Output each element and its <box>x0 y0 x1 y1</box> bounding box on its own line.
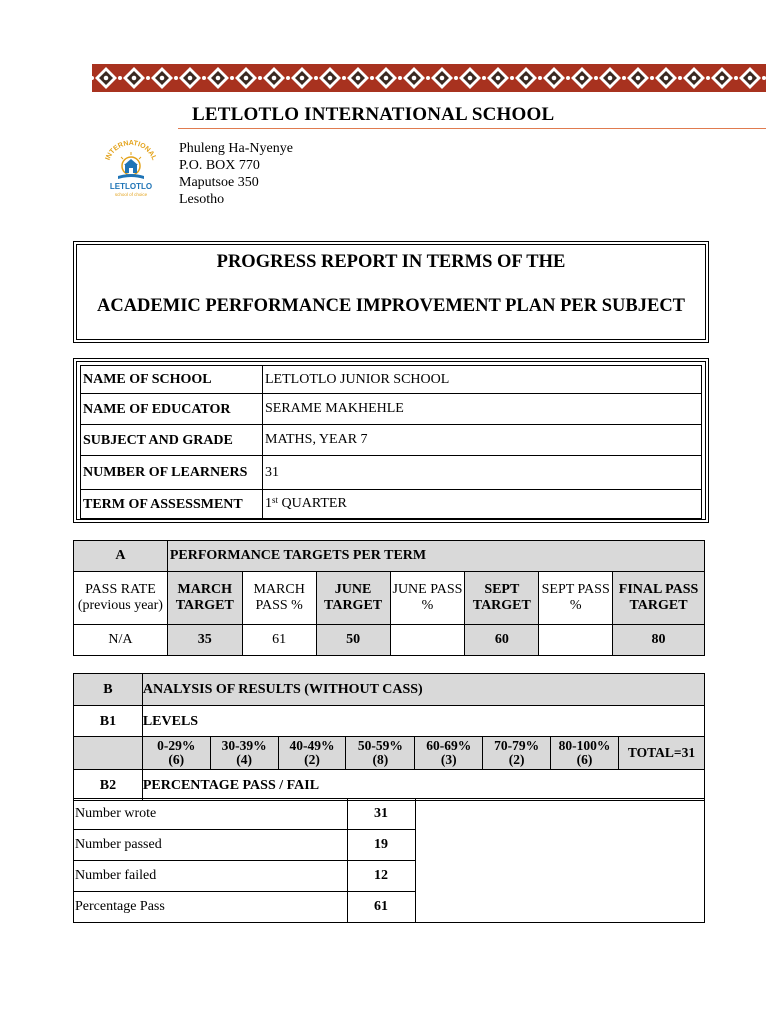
level-range: 80-100% <box>558 738 611 753</box>
address-line: P.O. BOX 770 <box>179 158 260 173</box>
column-header: MARCH PASS % <box>242 572 316 625</box>
school-address <box>179 140 293 208</box>
column-header: FINAL PASS TARGET <box>613 572 705 625</box>
svg-text:LETLOTLO: LETLOTLO <box>109 182 153 191</box>
decorative-band <box>92 64 766 92</box>
section-title: ANALYSIS OF RESULTS (WITHOUT CASS) <box>142 674 704 706</box>
level-cell <box>346 737 415 770</box>
pass-fail-label: Percentage Pass <box>74 892 348 923</box>
table-cell <box>390 625 465 656</box>
school-logo <box>100 138 162 204</box>
table-row <box>74 541 705 572</box>
pass-fail-value: 31 <box>347 799 415 830</box>
level-cell <box>551 737 619 770</box>
column-header: MARCH TARGET <box>167 572 242 625</box>
report-title-line2: ACADEMIC PERFORMANCE IMPROVEMENT PLAN PER SUBJECT <box>96 296 686 316</box>
level-range: 60-69% <box>426 738 472 753</box>
table-row <box>74 737 705 770</box>
info-value <box>263 490 702 519</box>
level-range: 40-49% <box>289 738 335 753</box>
subsection-title: LEVELS <box>142 706 704 737</box>
subsection-code: B2 <box>74 770 143 801</box>
subsection-title: PERCENTAGE PASS / FAIL <box>142 770 704 801</box>
term-number: 1 <box>265 496 272 511</box>
table-row <box>81 366 702 394</box>
level-count: (2) <box>508 752 525 767</box>
pass-fail-value: 12 <box>347 861 415 892</box>
level-cell <box>210 737 278 770</box>
level-count: (4) <box>236 752 253 767</box>
level-count: (3) <box>440 752 457 767</box>
levels-total: TOTAL=31 <box>618 737 704 770</box>
pass-fail-value: 61 <box>347 892 415 923</box>
info-value: SERAME MAKHEHLE <box>263 394 702 425</box>
term-text: QUARTER <box>278 496 347 511</box>
pass-fail-table <box>73 798 705 923</box>
table-row <box>81 394 702 425</box>
address-line: Maputsoe 350 <box>179 175 259 190</box>
section-title: PERFORMANCE TARGETS PER TERM <box>167 541 704 572</box>
level-count: (6) <box>168 752 185 767</box>
column-header: SEPT TARGET <box>465 572 539 625</box>
info-label: NAME OF SCHOOL <box>81 366 263 394</box>
table-row <box>81 425 702 456</box>
school-name: LETLOTLO INTERNATIONAL SCHOOL <box>192 104 555 125</box>
column-header: PASS RATE (previous year) <box>74 572 168 625</box>
info-table-frame <box>73 358 709 523</box>
info-label: SUBJECT AND GRADE <box>81 425 263 456</box>
section-code: A <box>74 541 168 572</box>
level-count: (6) <box>576 752 593 767</box>
level-cell <box>142 737 210 770</box>
column-header: JUNE PASS % <box>390 572 465 625</box>
info-label: TERM OF ASSESSMENT <box>81 490 263 519</box>
column-header: SEPT PASS % <box>539 572 613 625</box>
table-row <box>81 456 702 490</box>
subsection-code: B1 <box>74 706 143 737</box>
column-header: JUNE TARGET <box>316 572 390 625</box>
level-cell <box>483 737 551 770</box>
report-title-line1: PROGRESS REPORT IN TERMS OF THE <box>216 252 566 272</box>
info-label: NUMBER OF LEARNERS <box>81 456 263 490</box>
table-cell: 61 <box>242 625 316 656</box>
performance-targets-table <box>73 540 705 656</box>
info-value: 31 <box>263 456 702 490</box>
level-range: 0-29% <box>157 738 196 753</box>
report-title-box <box>73 241 709 343</box>
address-line: Phuleng Ha-Nyenye <box>179 141 293 156</box>
level-range: 70-79% <box>494 738 540 753</box>
info-label: NAME OF EDUCATOR <box>81 394 263 425</box>
pass-fail-label: Number passed <box>74 830 348 861</box>
level-cell <box>278 737 346 770</box>
header-rule <box>178 128 766 129</box>
info-value: LETLOTLO JUNIOR SCHOOL <box>263 366 702 394</box>
section-code: B <box>74 674 143 706</box>
pass-fail-label: Number wrote <box>74 799 348 830</box>
level-cell <box>415 737 483 770</box>
term-ordinal: st <box>272 495 279 505</box>
table-cell <box>74 737 143 770</box>
level-count: (8) <box>372 752 389 767</box>
table-cell: 50 <box>316 625 390 656</box>
pass-fail-label: Number failed <box>74 861 348 892</box>
level-range: 50-59% <box>357 738 403 753</box>
table-cell <box>539 625 613 656</box>
table-cell: 60 <box>465 625 539 656</box>
table-row <box>81 490 702 519</box>
pass-fail-value: 19 <box>347 830 415 861</box>
table-row <box>74 625 705 656</box>
table-row <box>74 770 705 801</box>
svg-text:INTERNATIONAL: INTERNATIONAL <box>104 140 158 162</box>
level-count: (2) <box>304 752 320 767</box>
info-table <box>80 365 702 519</box>
table-row <box>74 674 705 706</box>
info-value: MATHS, YEAR 7 <box>263 425 702 456</box>
svg-text:school of choice: school of choice <box>114 192 148 197</box>
level-range: 30-39% <box>221 738 267 753</box>
table-cell: N/A <box>74 625 168 656</box>
address-line: Lesotho <box>179 192 225 207</box>
table-cell: 35 <box>167 625 242 656</box>
table-row <box>74 572 705 625</box>
table-row <box>74 799 705 830</box>
blank-cell <box>415 799 705 923</box>
results-analysis-table <box>73 673 705 801</box>
table-cell: 80 <box>613 625 705 656</box>
table-row <box>74 706 705 737</box>
